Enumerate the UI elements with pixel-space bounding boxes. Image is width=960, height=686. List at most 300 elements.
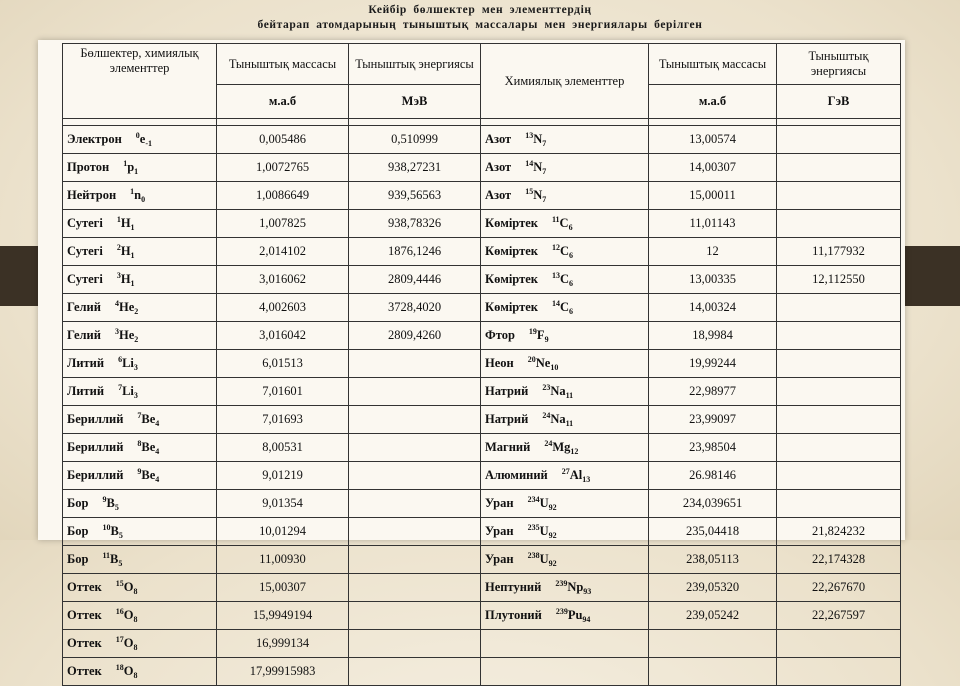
particle-element-symbol: He — [118, 300, 135, 314]
table-row — [63, 322, 901, 350]
unit-mass: м.а.б — [217, 85, 349, 119]
element-rest-mass-cell: 12 — [649, 238, 777, 266]
rest-energy-cell — [349, 546, 481, 574]
element-rest-energy-cell: 11,177932 — [777, 238, 901, 266]
element-atomic-number: 92 — [548, 503, 557, 512]
table-row — [63, 574, 901, 602]
element-rest-mass-cell: 15,00011 — [649, 182, 777, 210]
particle-cell — [63, 378, 217, 406]
rest-energy-cell: 0,510999 — [349, 126, 481, 154]
table-row — [63, 294, 901, 322]
element-rest-energy-cell — [777, 126, 901, 154]
particle-symbol — [116, 630, 138, 657]
rest-energy-cell: 2809,4260 — [349, 322, 481, 350]
particle-cell — [63, 294, 217, 322]
particle-atomic-number: -1 — [145, 139, 153, 148]
element-element-symbol: N — [533, 188, 543, 202]
rest-mass-cell: 17,99915983 — [217, 658, 349, 686]
particle-symbol — [123, 154, 138, 181]
particle-symbol — [115, 322, 138, 349]
header-particles: Бөлшектер, химиялық элементтер — [63, 44, 217, 119]
particle-symbol — [117, 210, 135, 237]
particle-mass-number: 1 — [123, 159, 128, 168]
element-rest-energy-cell — [777, 630, 901, 658]
header-rest-mass-2: Тыныштық массасы — [649, 44, 777, 85]
element-atomic-number: 7 — [542, 139, 547, 148]
element-name: Азот — [485, 188, 512, 202]
element-symbol — [544, 434, 578, 461]
element-name: Көміртек — [485, 244, 538, 258]
title-line-1: Кейбір бөлшектер мен элементтердің — [368, 4, 592, 16]
particle-element-symbol: Li — [122, 356, 134, 370]
particle-atomic-number: 1 — [130, 223, 135, 232]
element-cell — [481, 154, 649, 182]
particle-name: Бор — [67, 496, 89, 510]
element-atomic-number: 6 — [569, 251, 574, 260]
element-rest-mass-cell: 18,9984 — [649, 322, 777, 350]
particle-mass-number: 7 — [118, 383, 123, 392]
particle-element-symbol: O — [123, 636, 134, 650]
particle-cell — [63, 518, 217, 546]
unit-mass-2: м.а.б — [649, 85, 777, 119]
element-mass-number: 234 — [527, 495, 540, 504]
table-row — [63, 602, 901, 630]
element-cell — [481, 434, 649, 462]
element-rest-energy-cell — [777, 154, 901, 182]
particle-mass-number: 10 — [102, 523, 111, 532]
particle-cell — [63, 574, 217, 602]
particle-element-symbol: e — [139, 132, 146, 146]
table-row — [63, 434, 901, 462]
slide-title — [0, 3, 960, 33]
element-rest-energy-cell — [777, 406, 901, 434]
table-row — [63, 378, 901, 406]
rest-energy-cell — [349, 518, 481, 546]
element-name: Азот — [485, 132, 512, 146]
element-name: Алюминий — [485, 468, 548, 482]
rest-mass-cell: 16,999134 — [217, 630, 349, 658]
element-element-symbol: N — [533, 132, 543, 146]
particle-mass-number: 18 — [115, 663, 124, 672]
element-rest-mass-cell: 26.98146 — [649, 462, 777, 490]
element-cell — [481, 322, 649, 350]
element-rest-mass-cell: 238,05113 — [649, 546, 777, 574]
element-rest-energy-cell — [777, 462, 901, 490]
particle-atomic-number: 8 — [133, 615, 138, 624]
element-atomic-number: 6 — [568, 223, 573, 232]
rest-energy-cell — [349, 462, 481, 490]
rest-mass-cell: 10,01294 — [217, 518, 349, 546]
particle-cell — [63, 182, 217, 210]
particle-element-symbol: O — [123, 608, 134, 622]
element-element-symbol: Na — [550, 412, 566, 426]
element-symbol — [525, 182, 546, 209]
element-cell — [481, 266, 649, 294]
particle-cell — [63, 490, 217, 518]
particle-cell — [63, 630, 217, 658]
element-symbol — [528, 518, 557, 545]
particle-symbol — [117, 238, 135, 265]
rest-mass-cell: 1,007825 — [217, 210, 349, 238]
rest-energy-cell — [349, 350, 481, 378]
element-symbol — [552, 210, 573, 237]
particle-mass-number: 11 — [102, 551, 111, 560]
element-rest-energy-cell: 21,824232 — [777, 518, 901, 546]
element-symbol — [542, 406, 573, 433]
particle-cell — [63, 322, 217, 350]
element-symbol — [529, 322, 549, 349]
element-mass-number: 27 — [561, 467, 570, 476]
particle-name: Оттек — [67, 664, 102, 678]
element-rest-mass-cell: 235,04418 — [649, 518, 777, 546]
particle-element-symbol: O — [123, 580, 134, 594]
element-rest-energy-cell — [777, 658, 901, 686]
element-element-symbol: C — [559, 216, 569, 230]
particle-mass-number: 1 — [130, 187, 135, 196]
element-atomic-number: 6 — [569, 279, 574, 288]
element-rest-energy-cell — [777, 322, 901, 350]
table-row — [63, 630, 901, 658]
rest-mass-cell: 15,9949194 — [217, 602, 349, 630]
element-atomic-number: 13 — [582, 475, 591, 484]
element-mass-number: 235 — [527, 523, 540, 532]
element-mass-number: 11 — [551, 215, 560, 224]
element-cell — [481, 490, 649, 518]
particle-mass-number: 4 — [114, 299, 119, 308]
rest-energy-cell — [349, 630, 481, 658]
particle-cell — [63, 210, 217, 238]
table-row — [63, 126, 901, 154]
element-rest-mass-cell — [649, 630, 777, 658]
particle-symbol — [116, 658, 138, 685]
particle-atomic-number: 0 — [141, 195, 146, 204]
element-name: Уран — [485, 552, 514, 566]
element-symbol — [525, 126, 546, 153]
rest-energy-cell — [349, 406, 481, 434]
particle-element-symbol: Li — [122, 384, 134, 398]
particle-symbol — [115, 294, 138, 321]
element-name: Магний — [485, 440, 531, 454]
element-element-symbol: Mg — [552, 440, 571, 454]
rest-energy-cell — [349, 602, 481, 630]
table-row — [63, 658, 901, 686]
rest-energy-cell: 2809,4446 — [349, 266, 481, 294]
element-mass-number: 14 — [525, 159, 534, 168]
element-element-symbol: F — [536, 328, 545, 342]
rest-energy-cell: 938,78326 — [349, 210, 481, 238]
element-atomic-number: 7 — [542, 167, 547, 176]
particle-element-symbol: B — [106, 496, 115, 510]
particle-name: Литий — [67, 356, 105, 370]
element-rest-energy-cell — [777, 434, 901, 462]
particle-name: Литий — [67, 384, 105, 398]
element-cell — [481, 182, 649, 210]
particle-cell — [63, 238, 217, 266]
particle-element-symbol: H — [120, 216, 131, 230]
particle-atomic-number: 1 — [130, 251, 135, 260]
element-name: Көміртек — [485, 216, 538, 230]
particle-mass-number: 1 — [116, 215, 121, 224]
element-cell — [481, 658, 649, 686]
particle-symbol — [102, 490, 118, 517]
particle-element-symbol: H — [120, 244, 131, 258]
decorative-band-left — [0, 246, 38, 306]
particle-atomic-number: 3 — [133, 391, 138, 400]
particle-cell — [63, 658, 217, 686]
element-element-symbol: C — [559, 300, 570, 314]
particle-mass-number: 17 — [115, 635, 124, 644]
particle-element-symbol: p — [127, 160, 135, 174]
table-row — [63, 546, 901, 574]
element-symbol — [542, 378, 573, 405]
element-rest-mass-cell: 239,05242 — [649, 602, 777, 630]
element-name: Натрий — [485, 412, 529, 426]
element-atomic-number: 10 — [550, 363, 559, 372]
particle-symbol — [118, 378, 138, 405]
element-element-symbol: Pu — [567, 608, 583, 622]
element-cell — [481, 518, 649, 546]
element-element-symbol: U — [539, 552, 549, 566]
element-mass-number: 24 — [542, 411, 551, 420]
element-atomic-number: 9 — [544, 335, 549, 344]
element-mass-number: 15 — [525, 187, 534, 196]
element-mass-number: 14 — [551, 299, 560, 308]
particle-name: Гелий — [67, 328, 101, 342]
element-name: Азот — [485, 160, 512, 174]
element-element-symbol: N — [533, 160, 543, 174]
element-atomic-number: 92 — [548, 559, 557, 568]
rest-mass-cell: 9,01219 — [217, 462, 349, 490]
element-rest-mass-cell: 13,00574 — [649, 126, 777, 154]
element-element-symbol: U — [539, 496, 549, 510]
element-name: Уран — [485, 524, 514, 538]
rest-mass-cell: 3,016062 — [217, 266, 349, 294]
element-cell — [481, 406, 649, 434]
element-mass-number: 13 — [525, 131, 534, 140]
rest-mass-cell: 9,01354 — [217, 490, 349, 518]
particle-name: Нейтрон — [67, 188, 117, 202]
element-atomic-number: 12 — [570, 447, 579, 456]
element-rest-mass-cell: 23,99097 — [649, 406, 777, 434]
particle-symbol — [118, 350, 138, 377]
rest-mass-cell: 0,005486 — [217, 126, 349, 154]
table-row — [63, 350, 901, 378]
particle-symbol — [137, 406, 159, 433]
element-atomic-number: 7 — [542, 195, 547, 204]
particle-name: Бериллий — [67, 468, 124, 482]
particle-symbol — [102, 518, 122, 545]
element-name: Плутоний — [485, 608, 542, 622]
header-chemical-elements: Химиялық элементтер — [481, 44, 649, 119]
particle-element-symbol: Be — [141, 440, 156, 454]
rest-energy-cell — [349, 658, 481, 686]
element-symbol — [562, 462, 591, 489]
header-rest-energy-2: Тыныштық энергиясы — [777, 44, 901, 85]
particle-element-symbol: B — [110, 552, 119, 566]
element-rest-mass-cell: 239,05320 — [649, 574, 777, 602]
rest-mass-cell: 1,0086649 — [217, 182, 349, 210]
particle-mass-number: 9 — [102, 495, 107, 504]
table-row — [63, 490, 901, 518]
element-rest-mass-cell: 19,99244 — [649, 350, 777, 378]
particle-name: Сутегі — [67, 216, 103, 230]
table-row — [63, 266, 901, 294]
particle-cell — [63, 462, 217, 490]
table-row — [63, 182, 901, 210]
element-rest-mass-cell: 234,039651 — [649, 490, 777, 518]
rest-mass-cell: 6,01513 — [217, 350, 349, 378]
element-mass-number: 13 — [551, 271, 560, 280]
particle-atomic-number: 2 — [134, 335, 139, 344]
element-symbol — [528, 350, 559, 377]
particle-name: Гелий — [67, 300, 101, 314]
element-mass-number: 24 — [544, 439, 553, 448]
element-atomic-number: 92 — [548, 531, 557, 540]
element-atomic-number: 93 — [583, 587, 592, 596]
rest-mass-cell: 4,002603 — [217, 294, 349, 322]
particle-atomic-number: 3 — [133, 363, 138, 372]
particle-mass-number: 7 — [137, 411, 142, 420]
header-rest-energy: Тыныштық энергиясы — [349, 44, 481, 85]
element-mass-number: 19 — [528, 327, 537, 336]
element-name: Натрий — [485, 384, 529, 398]
element-rest-energy-cell — [777, 294, 901, 322]
element-rest-energy-cell — [777, 350, 901, 378]
particle-cell — [63, 266, 217, 294]
element-rest-mass-cell: 22,98977 — [649, 378, 777, 406]
particle-atomic-number: 5 — [118, 531, 123, 540]
particle-symbol — [130, 182, 145, 209]
particle-name: Электрон — [67, 132, 122, 146]
particle-mass-number: 3 — [114, 327, 119, 336]
unit-energy-gev: ГэВ — [777, 85, 901, 119]
rest-energy-cell: 939,56563 — [349, 182, 481, 210]
particle-element-symbol: H — [120, 272, 131, 286]
element-rest-energy-cell: 22,267670 — [777, 574, 901, 602]
particle-element-symbol: O — [123, 664, 134, 678]
particle-cell — [63, 434, 217, 462]
element-rest-energy-cell — [777, 210, 901, 238]
element-rest-mass-cell: 13,00335 — [649, 266, 777, 294]
element-atomic-number: 11 — [565, 419, 574, 428]
particle-atomic-number: 4 — [155, 419, 160, 428]
particle-element-symbol: Be — [141, 468, 156, 482]
rest-mass-cell: 7,01601 — [217, 378, 349, 406]
table-row — [63, 238, 901, 266]
element-mass-number: 239 — [555, 607, 568, 616]
element-rest-energy-cell: 22,267597 — [777, 602, 901, 630]
particle-cell — [63, 602, 217, 630]
particle-cell — [63, 406, 217, 434]
element-rest-mass-cell: 14,00324 — [649, 294, 777, 322]
rest-energy-cell — [349, 574, 481, 602]
element-mass-number: 23 — [542, 383, 551, 392]
element-symbol — [556, 602, 591, 629]
element-rest-mass-cell: 23,98504 — [649, 434, 777, 462]
particle-element-symbol: n — [134, 188, 142, 202]
particle-name: Оттек — [67, 636, 102, 650]
table-row — [63, 462, 901, 490]
title-line-2: бейтарап атомдарының тыныштық массалары мен энергиялары берілген — [257, 19, 703, 31]
particle-mass-number: 16 — [115, 607, 124, 616]
element-cell — [481, 630, 649, 658]
element-symbol — [528, 546, 557, 573]
element-symbol — [552, 266, 573, 293]
element-atomic-number: 6 — [569, 307, 574, 316]
rest-mass-cell: 3,016042 — [217, 322, 349, 350]
particle-atomic-number: 1 — [130, 279, 135, 288]
unit-energy-mev: МэВ — [349, 85, 481, 119]
element-mass-number: 20 — [527, 355, 536, 364]
element-cell — [481, 462, 649, 490]
particle-symbol — [116, 602, 138, 629]
particle-name: Бериллий — [67, 440, 124, 454]
element-element-symbol: Np — [567, 580, 584, 594]
element-cell — [481, 574, 649, 602]
table-row — [63, 406, 901, 434]
particle-name: Оттек — [67, 580, 102, 594]
element-symbol — [525, 154, 546, 181]
element-cell — [481, 378, 649, 406]
rest-energy-cell — [349, 490, 481, 518]
particle-mass-number: 15 — [115, 579, 124, 588]
element-name: Уран — [485, 496, 514, 510]
decorative-band-right — [902, 246, 960, 306]
element-element-symbol: U — [539, 524, 549, 538]
particle-name: Протон — [67, 160, 110, 174]
mass-energy-table — [62, 43, 901, 686]
particle-name: Бор — [67, 524, 89, 538]
rest-mass-cell: 1,0072765 — [217, 154, 349, 182]
element-cell — [481, 238, 649, 266]
element-cell — [481, 126, 649, 154]
element-rest-energy-cell — [777, 378, 901, 406]
table-sheet — [38, 40, 905, 680]
particle-cell — [63, 546, 217, 574]
rest-energy-cell: 938,27231 — [349, 154, 481, 182]
element-element-symbol: Ne — [535, 356, 551, 370]
particle-cell — [63, 350, 217, 378]
element-symbol — [552, 294, 573, 321]
particle-name: Сутегі — [67, 272, 103, 286]
element-cell — [481, 210, 649, 238]
particle-name: Бериллий — [67, 412, 124, 426]
rest-energy-cell: 3728,4020 — [349, 294, 481, 322]
element-cell — [481, 350, 649, 378]
particle-mass-number: 2 — [116, 243, 121, 252]
particle-atomic-number: 8 — [133, 671, 138, 680]
element-cell — [481, 294, 649, 322]
element-name: Фтор — [485, 328, 515, 342]
element-cell — [481, 546, 649, 574]
particle-atomic-number: 8 — [133, 587, 138, 596]
element-rest-energy-cell: 12,112550 — [777, 266, 901, 294]
particle-atomic-number: 4 — [155, 475, 160, 484]
element-rest-energy-cell — [777, 182, 901, 210]
particle-name: Сутегі — [67, 244, 103, 258]
particle-symbol — [137, 462, 159, 489]
particle-mass-number: 9 — [137, 467, 142, 476]
table-row — [63, 210, 901, 238]
element-cell — [481, 602, 649, 630]
element-atomic-number: 11 — [565, 391, 574, 400]
particle-symbol — [136, 126, 152, 153]
particle-symbol — [116, 574, 138, 601]
element-mass-number: 238 — [527, 551, 540, 560]
table-row — [63, 154, 901, 182]
element-rest-energy-cell: 22,174328 — [777, 546, 901, 574]
particle-cell — [63, 126, 217, 154]
